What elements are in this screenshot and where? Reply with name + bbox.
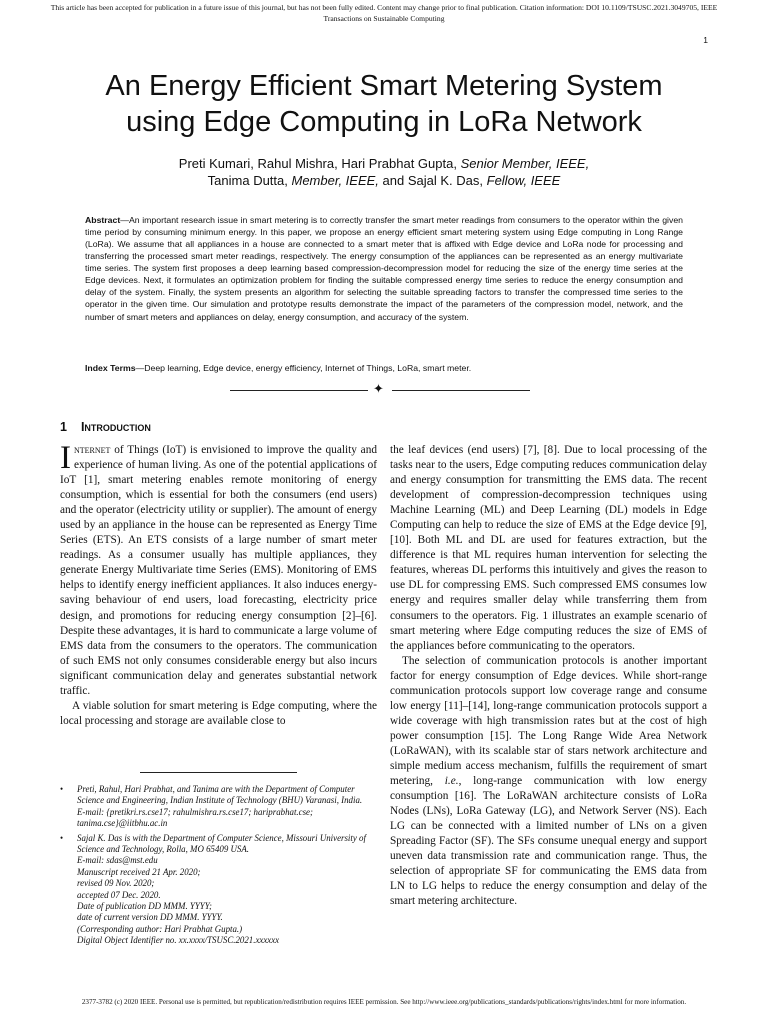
lead-word: nternet — [74, 444, 111, 456]
author-membership: Senior Member, IEEE, — [460, 156, 590, 171]
notice-line-2: Transactions on Sustainable Computing — [323, 13, 445, 23]
footnote-affiliation-1 — [60, 784, 380, 830]
footnotes — [60, 784, 380, 950]
index-terms-text: —Deep learning, Edge device, energy efficiency, Internet of Things, LoRa, smart meter. — [135, 363, 472, 373]
author-name: and Sajal K. Das, — [382, 173, 483, 188]
author-membership: Fellow, IEEE — [486, 173, 561, 188]
footnote-line: Digital Object Identifier no. xx.xxxx/TSUSC.2021.xxxxxx — [77, 935, 280, 946]
author-list — [40, 155, 728, 189]
paper-title — [40, 68, 728, 140]
body-paragraph: A viable solution for smart metering is Edge computing, where the local processing and storage are available close to — [60, 699, 377, 727]
body-paragraph: the leaf devices (end users) [7], [8]. Due to local processing of the tasks near to the users, Edge computing reduces communication delay and energy consumption for transmitting the EMS data. The recent development of compression-decompression techniques using Machine Learning (ML) and Deep Learning (DL) models in Edge Computing can help to reduce the size of EMS at the Edge device [9], [10]. Both ML and DL are used for features extraction, but the difference is that ML requires human intervention for selecting the features, whereas DL performs this intuitively and gives the reason to use DL for compressing EMS. Such compressed EMS consumes low energy and requires smaller delay while transferring them from consumers to the operators. Fig. 1 illustrates an example scenario of smart metering where Edge computing reduces the size of EMS of the appliances before communicating to the operators. — [390, 444, 707, 652]
body-paragraph — [390, 654, 707, 910]
bullet-icon: • — [60, 832, 64, 843]
title-line-2: using Edge Computing in LoRa Network — [126, 106, 642, 138]
footnote-line: date of current version DD MMM. YYYY. — [77, 912, 223, 923]
copyright-footer: 2377-3782 (c) 2020 IEEE. Personal use is permitted, but republication/redistribution requires IEEE permission. See http://www.ieee.org/publications_standards/publications/rights/index.html for more information. — [81, 998, 687, 1006]
footnote-line: E-mail: sdas@mst.edu — [77, 855, 158, 866]
notice-line-1: This article has been accepted for publication in a future issue of this journal, but has not been fully edited. Content may change prior to final publication. Citation information: DOI 10.1109/TSUSC.2021.3049705, IEEE — [50, 3, 718, 12]
body-paragraph — [60, 440, 377, 699]
divider-line-right — [392, 390, 530, 391]
section-title: Introduction — [80, 420, 151, 434]
drop-cap: I — [60, 440, 71, 476]
body-column-right — [390, 443, 707, 909]
paragraph-text: , long-range communication with low energy consumption [16]. The LoRaWAN architecture consists of LoRa Nodes (LNs), LoRa Gateway (LG), and Network Server (NS). Each LG can be connected with a limited number of LNs on a given Spreading Factor (SF). The SFs consume unequal energy and support uneven data transmission rate and communication range. Thus, the selection of appropriate SF for communicating the EMS data from LN to LG helps to reduce the energy consumption and delay of the smart metering architecture. — [390, 775, 707, 908]
body-column-left — [60, 440, 377, 729]
footnote-line: Sajal K. Das is with the Department of Computer Science, Missouri University of Science and Technology, Rolla, MO 65409 USA. — [77, 832, 366, 855]
authors-line-2 — [40, 172, 728, 189]
title-line-1: An Energy Efficient Smart Metering System — [105, 70, 663, 102]
footnote-affiliation-2 — [60, 833, 380, 947]
author-names: Preti Kumari, Rahul Mishra, Hari Prabhat Gupta, — [178, 156, 457, 171]
page-number: 1 — [703, 35, 708, 45]
author-membership: Member, IEEE, — [291, 173, 379, 188]
section-heading — [60, 420, 151, 434]
section-divider — [230, 381, 530, 396]
abstract-text: —An important research issue in smart metering is to correctly transfer the smart meter readings from consumers to the operator within the given time period by consuming minimum energy. In this paper, we propose an energy efficient smart metering system using Edge computing in Long Range (LoRa). We assume that all appliances in a house are connected to a smart meter that is affixed with Edge device and LoRa node for processing and transferring the processed smart meter readings, respectively. The energy consumption of the appliances can be represented as an energy multivariate time series. The system first proposes a deep learning based compression-decompression model for reducing the size of the energy time series at the Edge devices. Next, it formulates an optimization problem for finding the suitable compressed energy time series to reduce the energy consumption and delay of the system. Finally, the system presents an algorithm for selecting the suitable spreading factors to transfer the compressed time series to the operator in the given time. Our simulation and prototype results demonstrate the impact of the parameters of the compression model, network, and the number of smart meters and appliances on delay, energy consumption, and accuracy of the system. — [85, 215, 683, 322]
emphasis: i.e. — [444, 775, 459, 788]
abstract — [85, 214, 683, 323]
author-name: Tanima Dutta, — [207, 173, 288, 188]
divider-star-icon: ✦ — [373, 381, 384, 396]
journal-notice — [0, 3, 768, 24]
footnote-line: E-mail: {pretikri.rs.cse17; rahulmishra.rs.cse17; hariprabhat.cse; tanima.cse}@iitbhu.ac.in — [77, 806, 313, 829]
section-number: 1 — [60, 420, 67, 434]
footnote-line: revised 09 Nov. 2020; — [77, 878, 155, 889]
footnote-line: accepted 07 Dec. 2020. — [77, 889, 161, 900]
footnote-line: Manuscript received 21 Apr. 2020; — [77, 866, 201, 877]
divider-line-left — [230, 390, 368, 391]
footnote-rule — [140, 772, 297, 773]
index-terms-label: Index Terms — [85, 363, 136, 373]
footnote-line: Date of publication DD MMM. YYYY; — [77, 901, 213, 912]
authors-line-1 — [40, 155, 728, 172]
paragraph-text: of Things (IoT) is envisioned to improve the quality and experience of human living. As one of the potential applications of IoT [1], smart metering enables remote monitoring of energy consumption, which is essential for both the consumers (end users) and the operator (electricity utility or supplier). The amount of energy used by an appliance in the house can be represented as Energy Time Series (ETS). An ETS consists of a large number of smart meter readings. As a consumer usually has multiple appliances, they generate Energy Multivariate time Series (EMS). Monitoring of EMS helps to identify energy inefficient appliances. It also induces energy-saving behaviour of end users, load forecasting, electricity price design, and promotions for reducing energy consumption [2]–[6]. Despite these advantages, it is hard to communicate a large volume of EMS data from the consumers to the operators. The communication of such EMS not only consumes considerable energy but also incurs significant communication delay and generates substantial network traffic. — [60, 444, 377, 697]
footnote-line: (Corresponding author: Hari Prabhat Gupta.) — [77, 923, 243, 934]
index-terms — [85, 362, 683, 374]
abstract-label: Abstract — [85, 215, 121, 225]
bullet-icon: • — [60, 784, 64, 794]
footnote-line: Preti, Rahul, Hari Prabhat, and Tanima are with the Department of Computer Science and Engineering, Indian Institute of Technology (BHU) Varanasi, India. — [77, 784, 363, 806]
paragraph-text: The selection of communication protocols is another important factor for energy consumption of Edge devices. While short-range communication protocols support low coverage range and consume low energy [11]–[14], long-range communication protocols support a wide coverage with high transmission rates but at the cost of high power consumption [15]. The Long Range Wide Area Network (LoRaWAN), with its scalable star of stars network architecture and simple medium access mechanism, fulfills the requirement of smart metering, — [390, 654, 707, 788]
